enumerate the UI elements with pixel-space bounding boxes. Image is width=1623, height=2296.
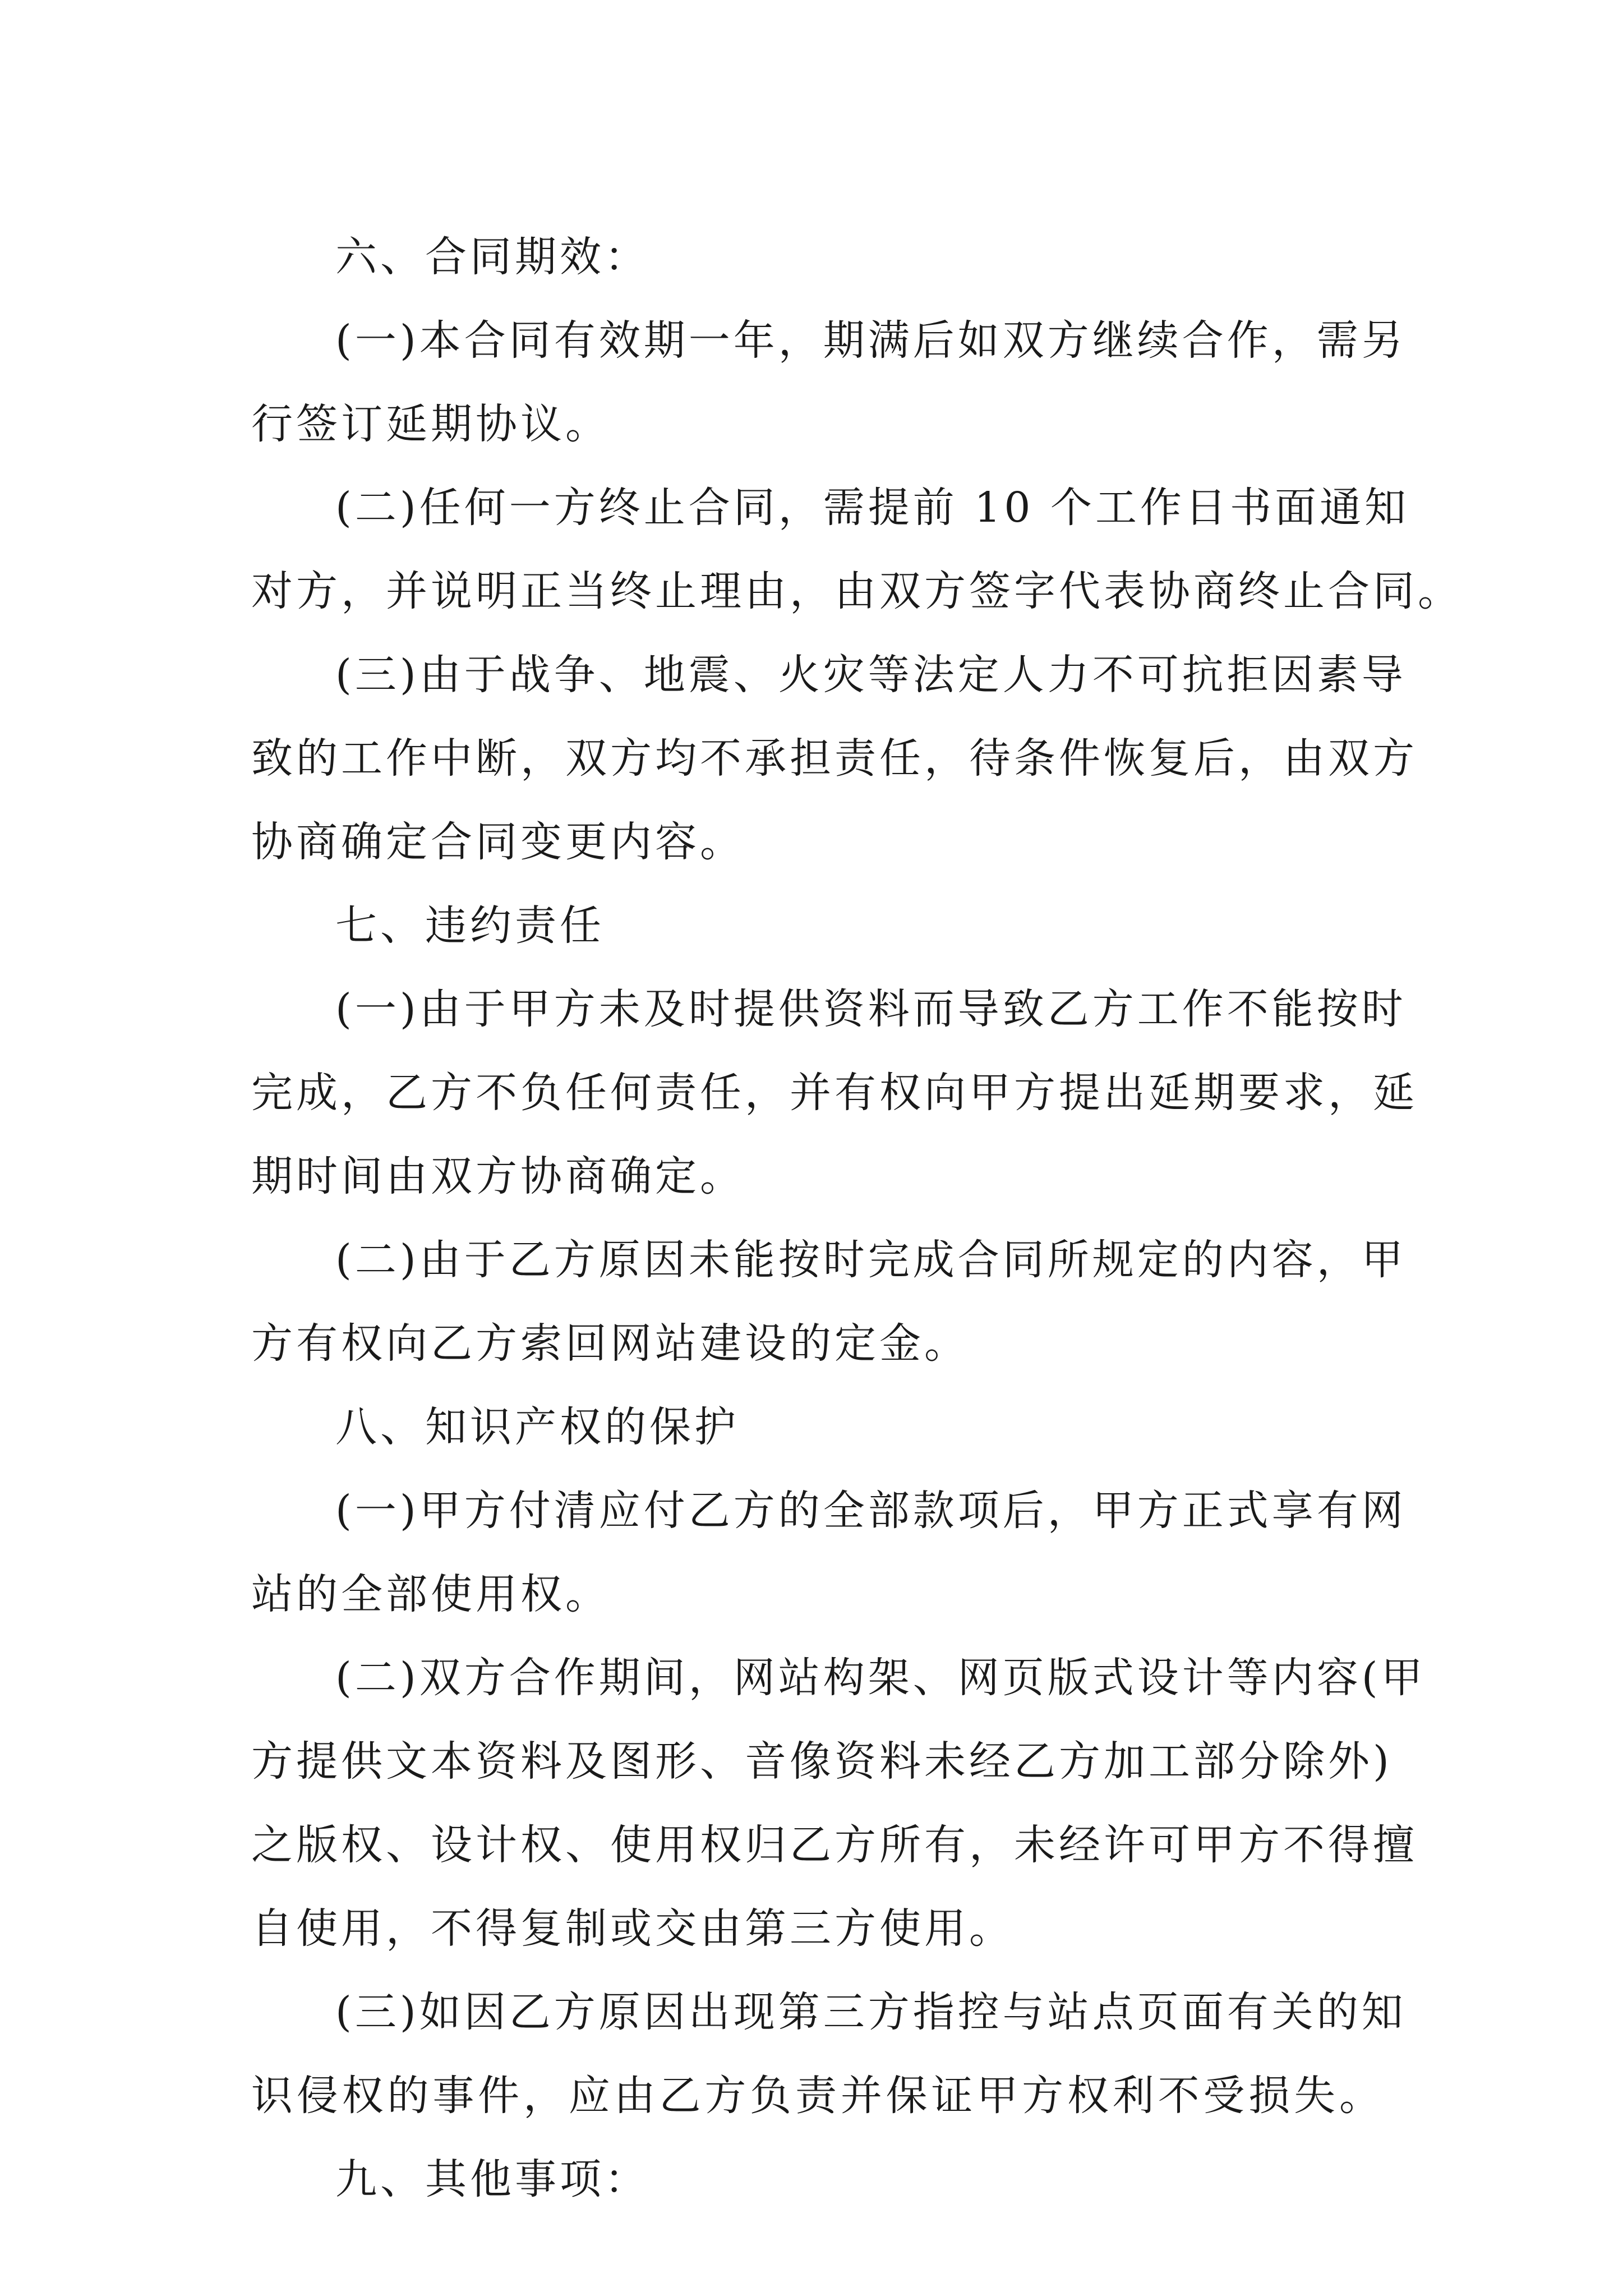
paragraph-line: 完成，乙方不负任何责任，并有权向甲方提出延期要求，延 [251,1069,1418,1117]
paragraph-line: 自使用，不得复制或交由第三方使用。 [251,1904,1014,1953]
paragraph-line: (三)由于战争、地震、火灾等法定人力不可抗拒因素导 [335,651,1407,699]
paragraph-line: (二)任何一方终止合同，需提前 10 个工作日书面通知 [335,484,1409,532]
paragraph-line: (一)由于甲方未及时提供资料而导致乙方工作不能按时 [335,985,1407,1033]
paragraph-line: (一)甲方付清应付乙方的全部款项后，甲方正式享有网 [335,1487,1407,1535]
paragraph-line: 之版权、设计权、使用权归乙方所有，未经许可甲方不得擅 [251,1821,1418,1869]
paragraph-line: (三)如因乙方原因出现第三方指控与站点页面有关的知 [335,1988,1407,2036]
paragraph-line: 行签订延期协议。 [251,400,610,448]
contract-body [251,215,1463,2221]
section-heading-8: 八、知识产权的保护 [335,1403,739,1451]
paragraph-line: 识侵权的事件，应由乙方负责并保证甲方权利不受损失。 [251,2072,1384,2120]
paragraph-line: 方提供文本资料及图形、音像资料未经乙方加工部分除外) [251,1737,1393,1786]
paragraph-line: 方有权向乙方索回网站建设的定金。 [251,1319,969,1368]
section-heading-6: 六、合同期效： [335,233,649,281]
paragraph-line: 站的全部使用权。 [251,1570,610,1618]
paragraph-line: (一)本合同有效期一年，期满后如双方继续合作，需另 [335,316,1407,365]
paragraph-line: 致的工作中断，双方均不承担责任，待条件恢复后，由双方 [251,734,1418,783]
paragraph-line: 期时间由双方协商确定。 [251,1152,745,1200]
paragraph-line: 协商确定合同变更内容。 [251,818,745,866]
paragraph-line: 对方，并说明正当终止理由，由双方签字代表协商终止合同。 [251,567,1463,615]
paragraph-line: (二)由于乙方原因未能按时完成合同所规定的内容，甲 [335,1236,1407,1284]
section-heading-7: 七、违约责任 [335,901,605,950]
paragraph-line: (二)双方合作期间，网站构架、网页版式设计等内容(甲 [335,1654,1426,1702]
section-heading-9: 九、其他事项： [335,2155,649,2203]
